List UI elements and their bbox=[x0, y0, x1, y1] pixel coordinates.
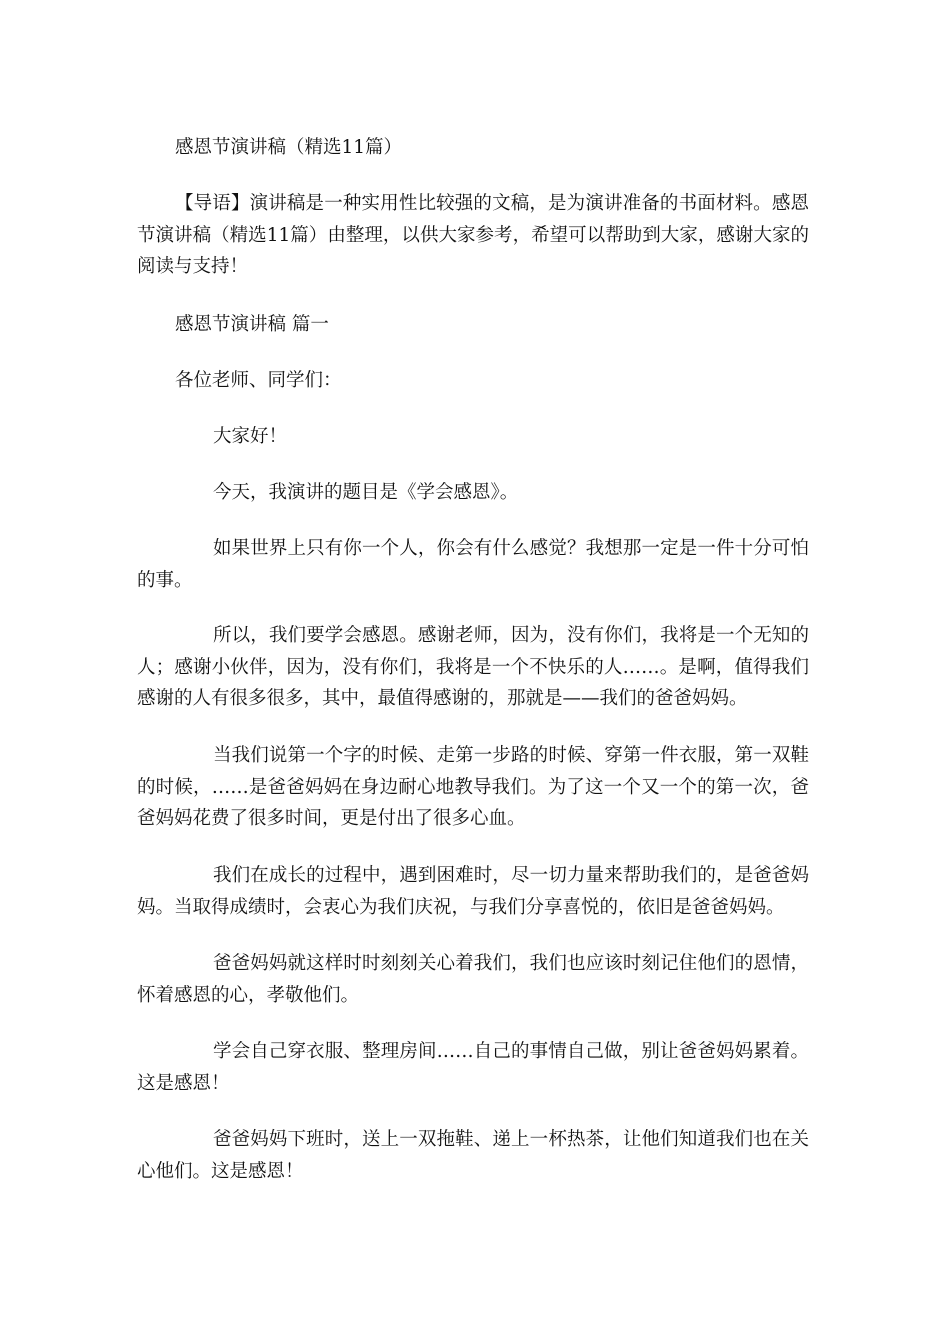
salutation: 各位老师、同学们： bbox=[175, 370, 342, 391]
greeting: 大家好！ bbox=[213, 426, 288, 447]
section-heading: 感恩节演讲稿 篇一 bbox=[175, 314, 329, 335]
body-paragraph: 当我们说第一个字的时候、走第一步路的时候、穿第一件衣服，第一双鞋的时候，……是爸爸妈妈在身边耐心地教导我们。为了这一个又一个的第一次，爸爸妈妈花费了很多时间，更是付出了很多心血。 bbox=[137, 745, 809, 829]
body-paragraph: 爸爸妈妈就这样时时刻刻关心着我们，我们也应该时刻记住他们的恩情，怀着感恩的心，孝敬他们。 bbox=[137, 953, 809, 1006]
body-paragraph: 学会自己穿衣服、整理房间……自己的事情自己做，别让爸爸妈妈累着。这是感恩！ bbox=[137, 1041, 809, 1094]
body-paragraph: 爸爸妈妈下班时，送上一双拖鞋、递上一杯热茶，让他们知道我们也在关心他们。这是感恩！ bbox=[137, 1129, 809, 1182]
body-paragraph: 如果世界上只有你一个人，你会有什么感觉？我想那一定是一件十分可怕的事。 bbox=[137, 538, 809, 591]
body-paragraph: 所以，我们要学会感恩。感谢老师，因为，没有你们，我将是一个无知的人；感谢小伙伴，因为，没有你们，我将是一个不快乐的人……。是啊，值得我们感谢的人有很多很多，其中，最值得感谢的，那就是——我们的爸爸妈妈。 bbox=[137, 625, 809, 709]
body-paragraph: 我们在成长的过程中，遇到困难时，尽一切力量来帮助我们的，是爸爸妈妈。当取得成绩时，会衷心为我们庆祝，与我们分享喜悦的，依旧是爸爸妈妈。 bbox=[137, 865, 809, 918]
document-title: 感恩节演讲稿（精选11篇） bbox=[175, 137, 403, 158]
intro-paragraph: 【导语】演讲稿是一种实用性比较强的文稿，是为演讲准备的书面材料。感恩节演讲稿（精选11篇）由整理，以供大家参考，希望可以帮助到大家，感谢大家的阅读与支持！ bbox=[137, 193, 809, 277]
body-paragraph: 今天，我演讲的题目是《学会感恩》。 bbox=[213, 482, 519, 503]
